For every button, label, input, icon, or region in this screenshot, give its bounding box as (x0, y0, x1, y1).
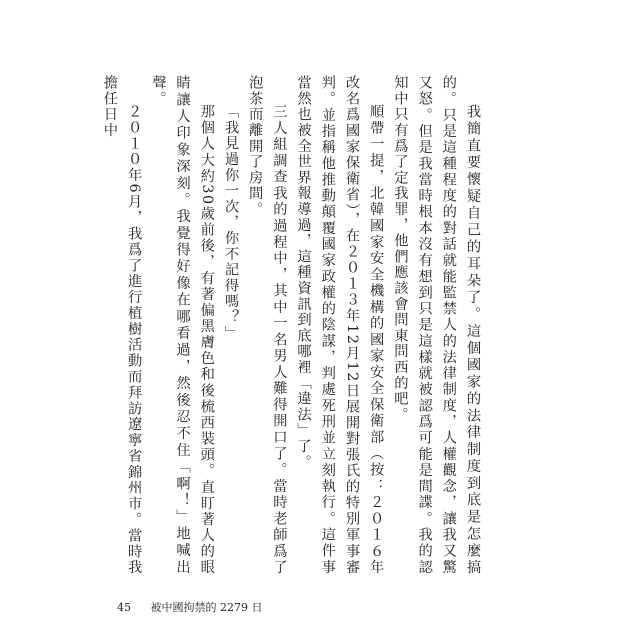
running-title: 被中國拘禁的 2279 日 (150, 601, 263, 614)
paragraph-4: 「我見過你一次，你不記得嗎？」 (222, 103, 239, 341)
body-text (101, 75, 485, 575)
page-footer (117, 599, 263, 615)
paragraph-6: ２０１０年6月，我爲了進行植樹活動而拜訪遼寧省錦州市。當時我擔任日中 (101, 75, 143, 575)
paragraph-1: 我簡直要懷疑自己的耳朵了。這個國家的法律制度到底是怎麼搞的。只是這種程度的對話就能監禁人的法律制度，人權觀念，讓我又驚又怒。但是我當時根本沒有想到只是這樣就被認爲可能是間諜。我的認知中只有爲了定我罪，他們應該會問東問西的吧。 (392, 75, 481, 575)
paragraph-3: 三人組調查我的過程中，其中一名男人難得開口了。當時老師爲了泡茶而離開了房間。 (247, 75, 288, 575)
paragraph-2: 順帶一提，北韓國家安全機構的國家安全保衛部（按：２０１６年改名爲國家保衛省），在２０１３年12月12日展開對張氏的特別軍事審判。並指稱他推動顛覆國家政權的陰謀，判處死刑並立刻執行。這件事當然也被全世界報導過，這種資訊到底哪裡「違法」了。 (295, 75, 385, 575)
page-number: 45 (117, 601, 131, 614)
paragraph-5: 那個人大約30歲前後，有著偏黑膚色和後梳西裝頭。直盯著人的眼睛讓人印象深刻。我覺得好像在哪看過，然後忍不住「啊！」地喊出聲。 (150, 75, 215, 575)
